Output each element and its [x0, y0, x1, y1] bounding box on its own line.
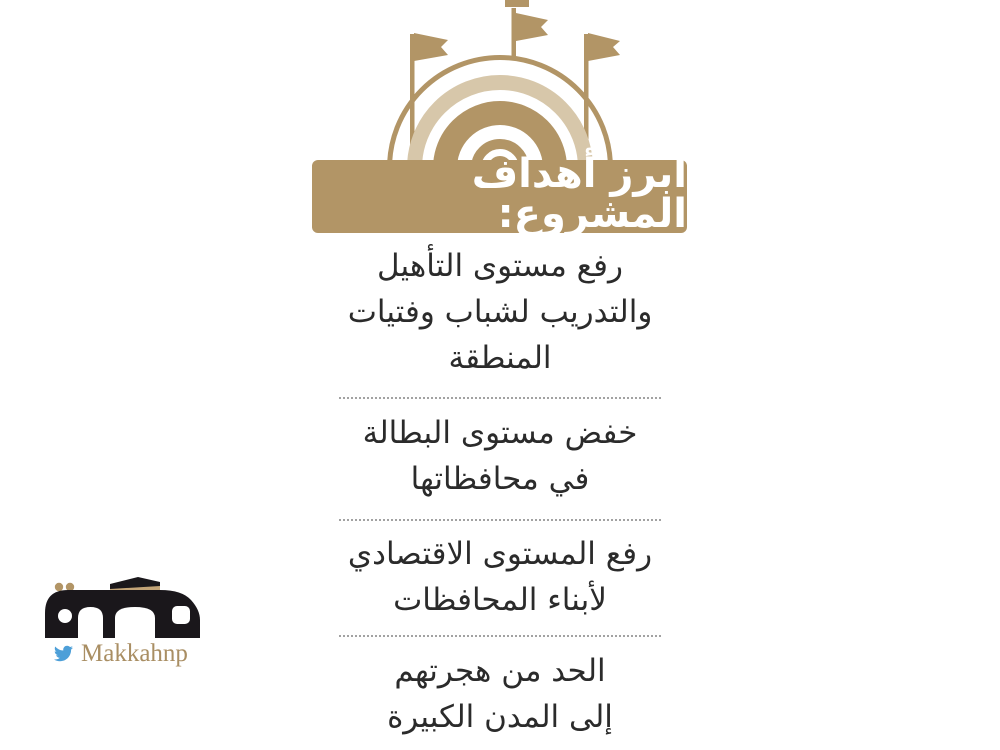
makkah-logo-block: [42, 568, 242, 673]
section-header-banner: [312, 150, 687, 237]
twitter-handle-row: [52, 640, 188, 666]
goal-item-4: [250, 648, 750, 740]
goal-line: الحد من هجرتهم: [394, 653, 606, 689]
makkah-calligraphy: [45, 590, 200, 638]
goal-line: رفع المستوى الاقتصادي: [347, 536, 653, 572]
banner-title: أبرز أهداف المشروع:: [471, 150, 687, 237]
dotted-divider: [339, 519, 661, 521]
goal-item-3: [250, 531, 750, 623]
goal-line: في محافظاتها: [410, 461, 590, 497]
logo-dot: [66, 583, 74, 591]
goal-item-1: [250, 243, 750, 381]
goal-line: خفض مستوى البطالة: [362, 415, 638, 451]
goal-line: إلى المدن الكبيرة: [387, 699, 613, 735]
target-flags-graphic: [378, 0, 622, 162]
goal-item-2: [250, 410, 750, 502]
goal-line: والتدريب لشباب وفتيات: [347, 294, 653, 330]
twitter-icon: [52, 644, 75, 663]
makkah-logo: [42, 568, 202, 640]
archery-target-icon: [390, 58, 611, 163]
goal-line: المنطقة: [448, 340, 552, 376]
twitter-handle[interactable]: Makkahnp: [81, 639, 188, 667]
dotted-divider: [339, 397, 661, 399]
dotted-divider: [339, 635, 661, 637]
goal-line: رفع مستوى التأهيل: [377, 248, 623, 284]
goal-line: لأبناء المحافظات: [393, 582, 607, 618]
goals-list: [250, 243, 750, 740]
logo-dot: [55, 583, 63, 591]
